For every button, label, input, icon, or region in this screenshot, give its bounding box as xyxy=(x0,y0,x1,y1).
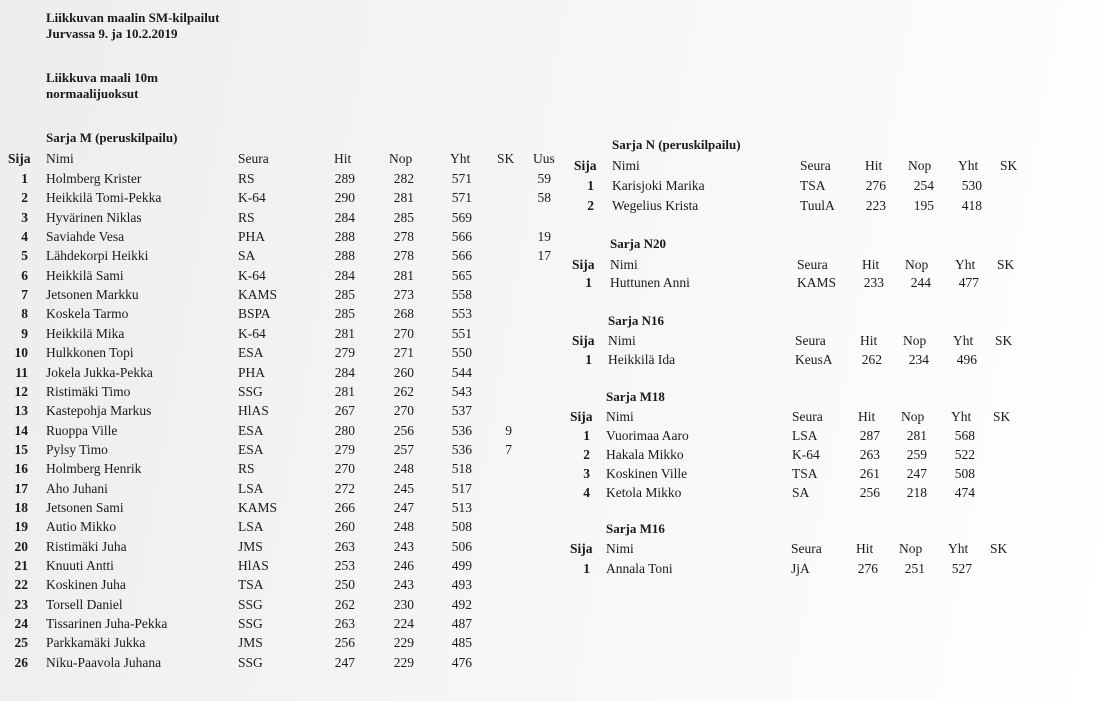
cell-nimi: Heikkilä Sami xyxy=(46,268,124,283)
cell-nimi: Vuorimaa Aaro xyxy=(606,428,689,443)
cell-seura: SSG xyxy=(238,655,263,670)
cell-yht: 508 xyxy=(954,466,975,481)
table-row xyxy=(0,597,1098,616)
cell-nop: 234 xyxy=(908,352,929,367)
cell-nop: 257 xyxy=(393,442,414,457)
cell-nop: 230 xyxy=(393,597,414,612)
cell-seura: KAMS xyxy=(238,287,278,302)
cell-yht: 544 xyxy=(451,365,472,380)
cell-seura: ESA xyxy=(238,345,264,360)
cell-sija: 7 xyxy=(21,287,28,302)
cell-sija: 12 xyxy=(14,384,28,399)
cell-nimi: Heikkilä Mika xyxy=(46,326,125,341)
cell-sija: 5 xyxy=(21,248,28,263)
cell-sija: 18 xyxy=(14,500,28,515)
cell-sija: 17 xyxy=(14,481,28,496)
column-header-sija: Sija xyxy=(574,158,597,173)
table-row xyxy=(0,519,1098,538)
column-header-nop: Nop xyxy=(389,151,413,166)
cell-yht: 553 xyxy=(451,306,472,321)
cell-yht: 527 xyxy=(951,561,972,576)
cell-nimi: Jetsonen Markku xyxy=(46,287,139,302)
cell-hit: 276 xyxy=(865,178,886,193)
column-header-sija: Sija xyxy=(572,333,595,348)
column-header-sija: Sija xyxy=(570,541,593,556)
cell-hit: 262 xyxy=(861,352,882,367)
table-row xyxy=(0,561,1098,580)
cell-seura: LSA xyxy=(238,519,264,534)
cell-nop: 244 xyxy=(910,275,931,290)
cell-nimi: Niku-Paavola Juhana xyxy=(46,655,162,670)
column-header-yht: Yht xyxy=(948,541,969,556)
cell-sija: 1 xyxy=(21,171,28,186)
table-row xyxy=(0,616,1098,635)
cell-yht: 571 xyxy=(451,190,472,205)
cell-yht: 493 xyxy=(451,577,472,592)
column-header-hit: Hit xyxy=(334,151,352,166)
cell-seura: SSG xyxy=(238,616,263,631)
column-header-yht: Yht xyxy=(958,158,979,173)
cell-sija: 26 xyxy=(14,655,28,670)
cell-nop: 229 xyxy=(393,635,414,650)
cell-nop: 246 xyxy=(393,558,414,573)
section-title: Sarja M16 xyxy=(606,521,665,536)
column-header-nop: Nop xyxy=(899,541,923,556)
cell-nimi: Koskela Tarmo xyxy=(46,306,129,321)
cell-sija: 11 xyxy=(15,365,28,380)
cell-hit: 284 xyxy=(334,365,355,380)
cell-seura: TuulA xyxy=(800,198,835,213)
cell-yht: 522 xyxy=(954,447,975,462)
cell-sija: 24 xyxy=(14,616,28,631)
section-title: Sarja N16 xyxy=(608,313,664,328)
cell-yht: 477 xyxy=(958,275,979,290)
cell-hit: 280 xyxy=(334,423,355,438)
cell-nimi: Hyvärinen Niklas xyxy=(46,210,142,225)
cell-nop: 247 xyxy=(906,466,927,481)
cell-yht: 506 xyxy=(451,539,472,554)
column-header-sk: SK xyxy=(990,541,1008,556)
cell-nimi: Saviahde Vesa xyxy=(46,229,125,244)
cell-yht: 518 xyxy=(451,461,472,476)
cell-hit: 284 xyxy=(334,268,355,283)
cell-sija: 21 xyxy=(14,558,28,573)
cell-nimi: Parkkamäki Jukka xyxy=(46,635,146,650)
cell-seura: TSA xyxy=(792,466,818,481)
cell-yht: 565 xyxy=(451,268,472,283)
cell-nimi: Heikkilä Tomi-Pekka xyxy=(46,190,162,205)
cell-hit: 262 xyxy=(334,597,355,612)
table-row xyxy=(0,229,1098,248)
cell-nop: 278 xyxy=(393,248,414,263)
cell-hit: 261 xyxy=(859,466,880,481)
cell-nimi: Knuuti Antti xyxy=(46,558,114,573)
cell-nimi: Holmberg Henrik xyxy=(46,461,142,476)
cell-sija: 2 xyxy=(583,447,590,462)
cell-sk: 7 xyxy=(505,442,512,457)
cell-nop: 278 xyxy=(393,229,414,244)
cell-sija: 3 xyxy=(21,210,28,225)
cell-sija: 1 xyxy=(585,275,592,290)
cell-yht: 536 xyxy=(451,442,472,457)
cell-yht: 558 xyxy=(451,287,472,302)
column-header-hit: Hit xyxy=(858,409,876,424)
cell-nop: 282 xyxy=(393,171,414,186)
column-header-seura: Seura xyxy=(792,409,823,424)
cell-yht: 499 xyxy=(451,558,472,573)
cell-hit: 288 xyxy=(334,229,355,244)
cell-nimi: Koskinen Ville xyxy=(606,466,688,481)
cell-sija: 6 xyxy=(21,268,28,283)
cell-hit: 281 xyxy=(334,326,355,341)
cell-nimi: Hulkkonen Topi xyxy=(46,345,134,360)
cell-sija: 1 xyxy=(583,561,590,576)
cell-hit: 247 xyxy=(334,655,355,670)
cell-hit: 263 xyxy=(334,616,355,631)
cell-nop: 254 xyxy=(913,178,934,193)
cell-seura: BSPA xyxy=(238,306,271,321)
column-header-nimi: Nimi xyxy=(606,541,634,556)
column-header-sk: SK xyxy=(1000,158,1018,173)
column-header-nimi: Nimi xyxy=(46,151,74,166)
cell-nimi: Pylsy Timo xyxy=(46,442,108,457)
column-header-row xyxy=(0,409,1098,428)
table-row xyxy=(0,275,1098,294)
table-row xyxy=(0,485,1098,504)
cell-sija: 16 xyxy=(14,461,28,476)
column-header-row xyxy=(0,158,1098,177)
column-header-nimi: Nimi xyxy=(608,333,636,348)
document-subtitle: Liikkuva maali 10m normaalijuoksut xyxy=(46,70,158,101)
cell-nop: 245 xyxy=(393,481,414,496)
cell-seura: JMS xyxy=(238,635,263,650)
cell-yht: 568 xyxy=(954,428,975,443)
cell-nop: 260 xyxy=(393,365,414,380)
table-row xyxy=(0,447,1098,466)
cell-seura: SA xyxy=(792,485,810,500)
cell-sija: 1 xyxy=(587,178,594,193)
cell-hit: 260 xyxy=(334,519,355,534)
cell-hit: 287 xyxy=(859,428,880,443)
column-header-seura: Seura xyxy=(791,541,822,556)
cell-nimi: Koskinen Juha xyxy=(46,577,126,592)
column-header-nop: Nop xyxy=(905,257,929,272)
cell-hit: 223 xyxy=(865,198,886,213)
column-header-row xyxy=(0,333,1098,352)
cell-hit: 266 xyxy=(334,500,355,515)
cell-seura: ESA xyxy=(238,442,264,457)
cell-yht: 551 xyxy=(451,326,472,341)
column-header-hit: Hit xyxy=(865,158,883,173)
cell-sija: 2 xyxy=(587,198,594,213)
cell-yht: 513 xyxy=(451,500,472,515)
cell-nimi: Hakala Mikko xyxy=(606,447,684,462)
cell-seura: SSG xyxy=(238,384,263,399)
column-header-hit: Hit xyxy=(862,257,880,272)
cell-seura: K-64 xyxy=(238,190,266,205)
table-row xyxy=(0,384,1098,403)
cell-nop: 248 xyxy=(393,461,414,476)
cell-seura: JMS xyxy=(238,539,263,554)
cell-nimi: Ketola Mikko xyxy=(606,485,682,500)
cell-nimi: Ristimäki Timo xyxy=(46,384,131,399)
cell-nimi: Jokela Jukka-Pekka xyxy=(46,365,153,380)
cell-sija: 1 xyxy=(583,428,590,443)
cell-yht: 418 xyxy=(961,198,982,213)
table-row xyxy=(0,306,1098,325)
cell-yht: 530 xyxy=(961,178,982,193)
cell-yht: 569 xyxy=(451,210,472,225)
column-header-uus: Uus xyxy=(533,151,555,166)
cell-uus: 17 xyxy=(537,248,551,263)
table-row xyxy=(0,178,1098,197)
cell-seura: ESA xyxy=(238,423,264,438)
cell-nimi: Autio Mikko xyxy=(46,519,117,534)
cell-seura: JjA xyxy=(791,561,810,576)
column-header-seura: Seura xyxy=(797,257,828,272)
cell-seura: LSA xyxy=(792,428,818,443)
cell-nimi: Holmberg Krister xyxy=(46,171,142,186)
cell-nop: 259 xyxy=(906,447,927,462)
cell-nimi: Ristimäki Juha xyxy=(46,539,127,554)
cell-nop: 262 xyxy=(393,384,414,399)
cell-nop: 273 xyxy=(393,287,414,302)
cell-nop: 224 xyxy=(393,616,414,631)
table-row xyxy=(0,428,1098,447)
cell-sija: 20 xyxy=(14,539,28,554)
cell-hit: 256 xyxy=(859,485,880,500)
cell-seura: PHA xyxy=(238,229,266,244)
cell-seura: KeusA xyxy=(795,352,833,367)
cell-nop: 247 xyxy=(393,500,414,515)
cell-sija: 1 xyxy=(585,352,592,367)
cell-hit: 272 xyxy=(334,481,355,496)
section-title: Sarja M18 xyxy=(606,389,665,404)
cell-yht: 550 xyxy=(451,345,472,360)
column-header-sija: Sija xyxy=(572,257,595,272)
column-header-hit: Hit xyxy=(860,333,878,348)
cell-nimi: Lähdekorpi Heikki xyxy=(46,248,149,263)
section-title: Sarja N (peruskilpailu) xyxy=(612,137,741,152)
cell-nimi: Heikkilä Ida xyxy=(608,352,676,367)
cell-sija: 8 xyxy=(21,306,28,321)
cell-seura: PHA xyxy=(238,365,266,380)
cell-sija: 4 xyxy=(583,485,590,500)
cell-seura: K-64 xyxy=(238,268,266,283)
column-header-sk: SK xyxy=(497,151,515,166)
cell-nop: 268 xyxy=(393,306,414,321)
cell-seura: RS xyxy=(238,461,255,476)
cell-hit: 253 xyxy=(334,558,355,573)
cell-seura: LSA xyxy=(238,481,264,496)
cell-nop: 256 xyxy=(393,423,414,438)
cell-nimi: Karisjoki Marika xyxy=(612,178,705,193)
cell-hit: 289 xyxy=(334,171,355,186)
cell-hit: 288 xyxy=(334,248,355,263)
cell-yht: 537 xyxy=(451,403,472,418)
column-header-sk: SK xyxy=(993,409,1011,424)
column-header-sk: SK xyxy=(997,257,1015,272)
cell-nimi: Kastepohja Markus xyxy=(46,403,152,418)
cell-hit: 279 xyxy=(334,442,355,457)
table-row xyxy=(0,198,1098,217)
cell-sija: 22 xyxy=(14,577,28,592)
cell-hit: 281 xyxy=(334,384,355,399)
cell-sija: 3 xyxy=(583,466,590,481)
cell-hit: 233 xyxy=(863,275,884,290)
table-row xyxy=(0,466,1098,485)
cell-sija: 25 xyxy=(14,635,28,650)
section-title: Sarja N20 xyxy=(610,236,666,251)
table-row xyxy=(0,352,1098,371)
cell-nop: 271 xyxy=(393,345,414,360)
cell-nop: 281 xyxy=(393,190,414,205)
document-title: Liikkuvan maalin SM-kilpailut Jurvassa 9. ja 10.2.2019 xyxy=(46,10,220,41)
cell-hit: 270 xyxy=(334,461,355,476)
cell-seura: HlAS xyxy=(238,558,269,573)
cell-nop: 270 xyxy=(393,403,414,418)
table-row xyxy=(0,655,1098,674)
column-header-sija: Sija xyxy=(570,409,593,424)
cell-seura: KAMS xyxy=(238,500,278,515)
cell-seura: RS xyxy=(238,210,255,225)
table-row xyxy=(0,635,1098,654)
cell-nimi: Ruoppa Ville xyxy=(46,423,118,438)
cell-hit: 267 xyxy=(334,403,355,418)
cell-sija: 4 xyxy=(21,229,28,244)
cell-yht: 485 xyxy=(451,635,472,650)
column-header-yht: Yht xyxy=(953,333,974,348)
cell-nop: 281 xyxy=(393,268,414,283)
column-header-nop: Nop xyxy=(903,333,927,348)
cell-nop: 285 xyxy=(393,210,414,225)
cell-nop: 243 xyxy=(393,539,414,554)
column-header-sk: SK xyxy=(995,333,1013,348)
column-header-nimi: Nimi xyxy=(612,158,640,173)
cell-nop: 251 xyxy=(904,561,925,576)
column-header-seura: Seura xyxy=(800,158,831,173)
cell-seura: KAMS xyxy=(797,275,837,290)
cell-hit: 276 xyxy=(857,561,878,576)
cell-seura: K-64 xyxy=(238,326,266,341)
cell-sija: 2 xyxy=(21,190,28,205)
column-header-row xyxy=(0,257,1098,276)
cell-seura: K-64 xyxy=(792,447,820,462)
column-header-nop: Nop xyxy=(901,409,925,424)
column-header-sija: Sija xyxy=(8,151,31,166)
cell-hit: 250 xyxy=(334,577,355,592)
cell-nop: 218 xyxy=(906,485,927,500)
cell-yht: 487 xyxy=(451,616,472,631)
cell-nimi: Jetsonen Sami xyxy=(46,500,124,515)
cell-sija: 14 xyxy=(14,423,28,438)
column-header-seura: Seura xyxy=(238,151,269,166)
cell-nop: 229 xyxy=(393,655,414,670)
column-header-nimi: Nimi xyxy=(610,257,638,272)
column-header-yht: Yht xyxy=(955,257,976,272)
cell-nop: 195 xyxy=(913,198,934,213)
cell-hit: 285 xyxy=(334,306,355,321)
cell-uus: 58 xyxy=(537,190,551,205)
cell-yht: 492 xyxy=(451,597,472,612)
cell-nimi: Torsell Daniel xyxy=(46,597,123,612)
cell-hit: 290 xyxy=(334,190,355,205)
cell-yht: 536 xyxy=(451,423,472,438)
cell-hit: 263 xyxy=(859,447,880,462)
section-title: Sarja M (peruskilpailu) xyxy=(46,130,178,145)
cell-seura: TSA xyxy=(800,178,826,193)
cell-nop: 243 xyxy=(393,577,414,592)
cell-yht: 566 xyxy=(451,248,472,263)
cell-seura: HlAS xyxy=(238,403,269,418)
cell-nimi: Huttunen Anni xyxy=(610,275,690,290)
cell-sija: 19 xyxy=(14,519,28,534)
cell-seura: SSG xyxy=(238,597,263,612)
cell-sija: 13 xyxy=(14,403,28,418)
cell-nop: 248 xyxy=(393,519,414,534)
cell-nop: 270 xyxy=(393,326,414,341)
cell-sija: 10 xyxy=(14,345,28,360)
cell-hit: 263 xyxy=(334,539,355,554)
cell-hit: 279 xyxy=(334,345,355,360)
cell-uus: 19 xyxy=(537,229,551,244)
cell-seura: SA xyxy=(238,248,256,263)
column-header-seura: Seura xyxy=(795,333,826,348)
cell-nimi: Annala Toni xyxy=(606,561,673,576)
cell-uus: 59 xyxy=(537,171,551,186)
cell-sija: 23 xyxy=(14,597,28,612)
cell-hit: 285 xyxy=(334,287,355,302)
column-header-hit: Hit xyxy=(856,541,874,556)
cell-seura: TSA xyxy=(238,577,264,592)
cell-sk: 9 xyxy=(505,423,512,438)
cell-sija: 9 xyxy=(21,326,28,341)
column-header-nimi: Nimi xyxy=(606,409,634,424)
cell-seura: RS xyxy=(238,171,255,186)
cell-yht: 571 xyxy=(451,171,472,186)
cell-yht: 496 xyxy=(956,352,977,367)
cell-nop: 281 xyxy=(906,428,927,443)
cell-hit: 256 xyxy=(334,635,355,650)
cell-sija: 15 xyxy=(14,442,28,457)
cell-yht: 566 xyxy=(451,229,472,244)
cell-nimi: Aho Juhani xyxy=(46,481,108,496)
column-header-row xyxy=(0,541,1098,560)
cell-yht: 476 xyxy=(451,655,472,670)
cell-hit: 284 xyxy=(334,210,355,225)
cell-nimi: Wegelius Krista xyxy=(612,198,699,213)
column-header-yht: Yht xyxy=(450,151,471,166)
column-header-nop: Nop xyxy=(908,158,932,173)
column-header-yht: Yht xyxy=(951,409,972,424)
cell-yht: 474 xyxy=(954,485,975,500)
cell-yht: 543 xyxy=(451,384,472,399)
cell-yht: 508 xyxy=(451,519,472,534)
cell-nimi: Tissarinen Juha-Pekka xyxy=(46,616,168,631)
cell-yht: 517 xyxy=(451,481,472,496)
